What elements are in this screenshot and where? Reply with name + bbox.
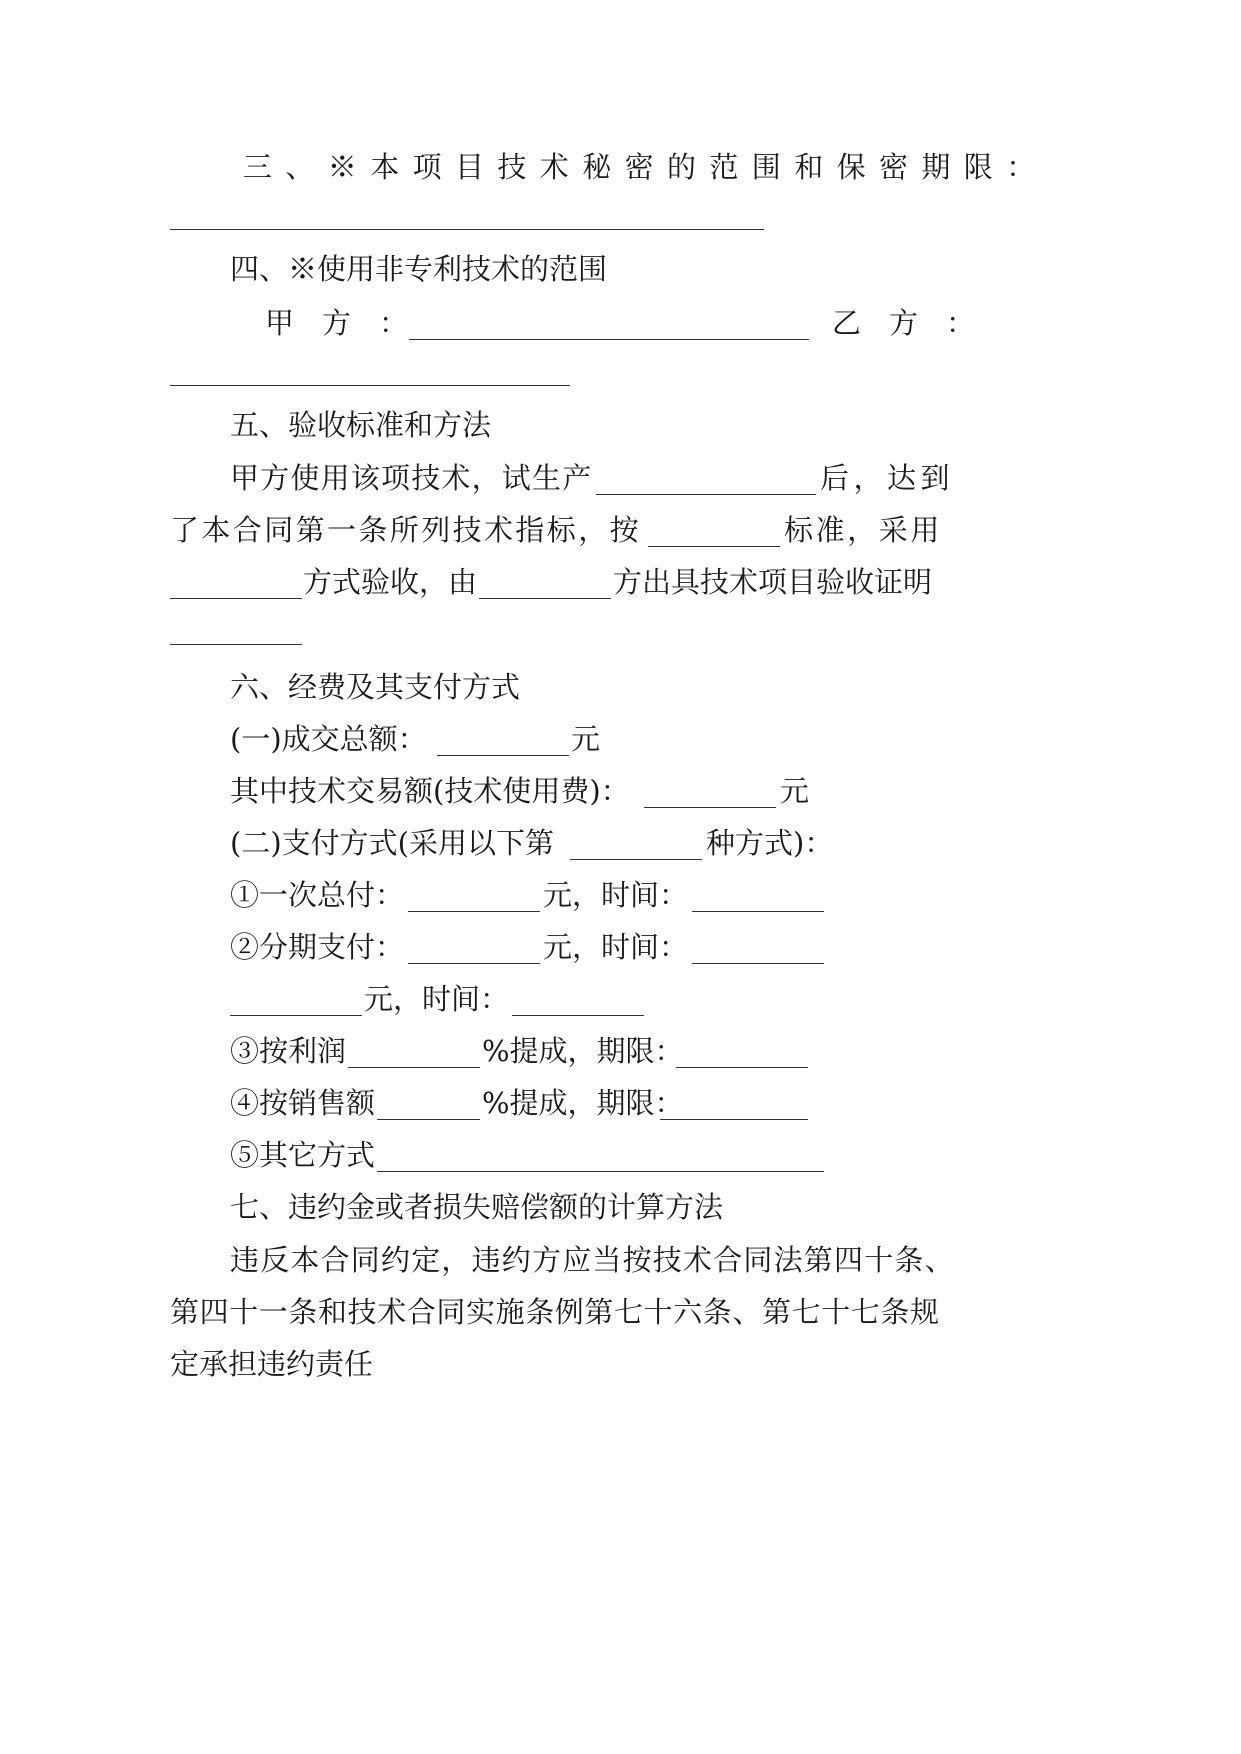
section-6-heading-line: [0, 667, 1241, 707]
option-1-amount-blank: [408, 875, 540, 912]
certifier-blank: [479, 562, 611, 599]
payment-mode-text-a: (二)支付方式(采用以下第: [230, 826, 554, 860]
section-7-para-line-1: [0, 1240, 1241, 1280]
option-3-line: [0, 1031, 1241, 1071]
option-2-line: [0, 927, 1241, 967]
tech-fee-unit: 元: [780, 774, 810, 808]
acceptance-text-1b: 后，达到: [820, 461, 955, 495]
acceptance-text-3a: 方式验收，由: [303, 565, 478, 599]
acceptance-line-1: [0, 458, 1241, 498]
acceptance-text-3b: 方出具技术项目验收证明: [613, 565, 933, 599]
section-5-heading-line: [0, 405, 1241, 445]
section-7-heading-line: [0, 1187, 1241, 1227]
acceptance-text-1a: 甲方使用该项技术，试生产: [230, 461, 593, 495]
section-4-heading: 四、※使用非专利技术的范围: [230, 252, 608, 286]
option-3-percent-blank: [348, 1031, 480, 1068]
section-3-blank: [170, 229, 764, 230]
total-amount-unit: 元: [571, 722, 601, 756]
certificate-blank: [170, 644, 302, 645]
section-4-heading-line: [0, 249, 1241, 289]
option-4-percent-blank: [377, 1083, 480, 1120]
acceptance-line-3: [0, 562, 1241, 602]
section-3-line: [0, 147, 1241, 187]
tech-fee-line: [0, 771, 1241, 811]
total-amount-label: (一)成交总额：: [230, 722, 427, 756]
party-b-label: 乙方：: [832, 306, 1004, 340]
section-7-heading: 七、违约金或者损失赔偿额的计算方法: [230, 1190, 724, 1224]
option-1-label: ①一次总付：: [230, 878, 405, 912]
acceptance-text-2b: 标准，采用: [784, 513, 943, 547]
party-line: [0, 303, 1241, 343]
section-7-text-1: 违反本合同约定，违约方应当按技术合同法第四十条、: [230, 1243, 955, 1277]
option-2-amount-blank: [408, 927, 540, 964]
option-1-line: [0, 875, 1241, 915]
option-2-unit-time-2: 元，时间：: [364, 982, 510, 1016]
option-4-pct-term: %提成，期限：: [482, 1086, 684, 1120]
acceptance-line-2: [0, 510, 1241, 550]
option-5-blank: [377, 1135, 824, 1172]
method-blank: [170, 562, 302, 599]
option-4-line: [0, 1083, 1241, 1123]
option-2-label: ②分期支付：: [230, 930, 405, 964]
party-a-label: 甲方：: [265, 306, 437, 340]
option-3-pct-term: %提成，期限：: [482, 1034, 684, 1068]
section-6-heading: 六、经费及其支付方式: [230, 670, 521, 704]
acceptance-text-2a: 了本合同第一条所列技术指标，按: [170, 513, 642, 547]
party-a-blank: [409, 303, 809, 340]
section-7-text-3: 定承担违约责任: [170, 1347, 374, 1381]
total-amount-line: [0, 719, 1241, 759]
tech-fee-blank: [644, 771, 776, 808]
option-5-label: ⑤其它方式: [230, 1138, 376, 1172]
option-2-amount-blank-2: [230, 979, 362, 1016]
option-2-time-blank-2: [512, 979, 644, 1016]
option-2-unit-time: 元，时间：: [543, 930, 689, 964]
standard-blank: [648, 510, 780, 547]
section-7-para-line-3: [0, 1344, 1241, 1384]
section-3-heading: 三、※本项目技术秘密的范围和保密期限：: [243, 150, 1049, 184]
option-5-line: [0, 1135, 1241, 1175]
party-b-blank: [170, 385, 570, 386]
payment-mode-line: [0, 823, 1241, 863]
option-4-term-blank: [660, 1083, 808, 1120]
option-2-time-blank: [692, 927, 824, 964]
section-5-heading: 五、验收标准和方法: [230, 408, 492, 442]
option-3-label: ③按利润: [230, 1034, 347, 1068]
payment-mode-blank: [570, 823, 702, 860]
option-3-term-blank: [676, 1031, 808, 1068]
option-4-label: ④按销售额: [230, 1086, 376, 1120]
payment-mode-text-b: 种方式)：: [706, 826, 834, 860]
option-2-line-2: [0, 979, 1241, 1019]
option-1-time-blank: [692, 875, 824, 912]
section-7-para-line-2: [0, 1292, 1241, 1332]
section-7-text-2: 第四十一条和技术合同实施条例第七十六条、第七十七条规: [170, 1295, 940, 1329]
tech-fee-label: 其中技术交易额(技术使用费)：: [230, 774, 630, 808]
total-amount-blank: [437, 719, 569, 756]
option-1-unit-time: 元，时间：: [543, 878, 689, 912]
trial-period-blank: [596, 458, 816, 495]
